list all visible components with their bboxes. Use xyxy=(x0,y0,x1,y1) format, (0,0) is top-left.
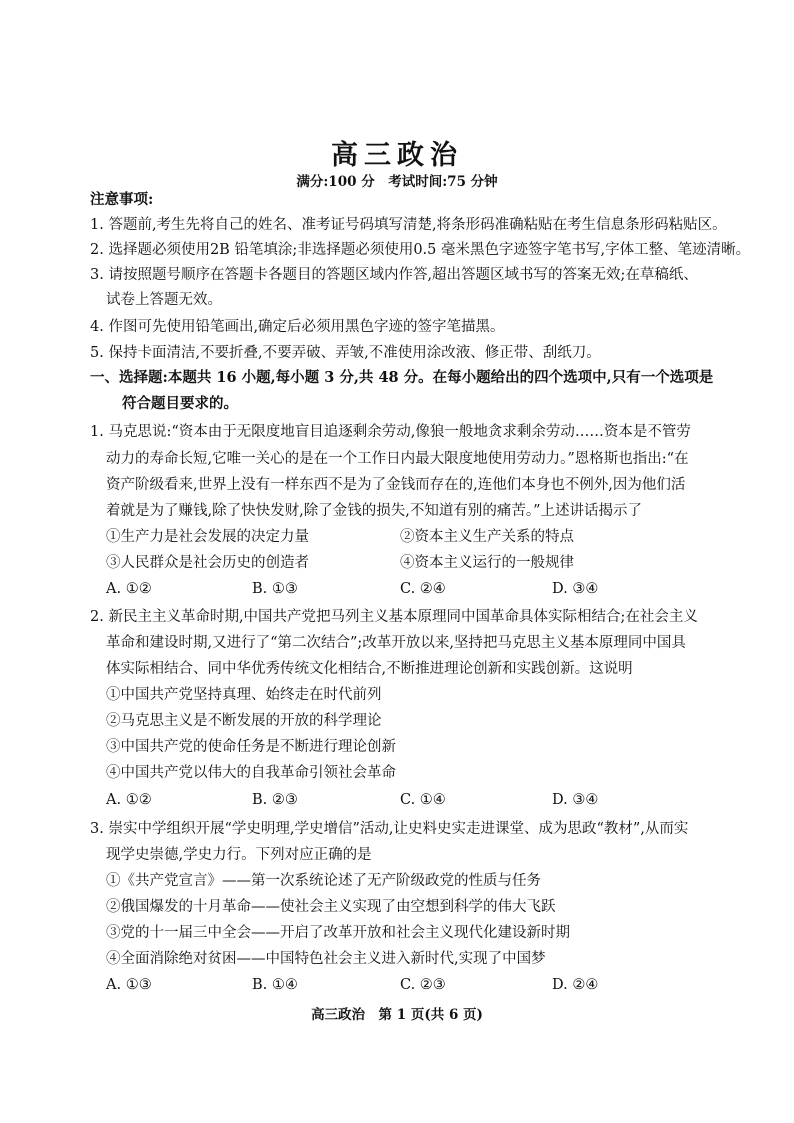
q2-choice-d: D. ③④ xyxy=(552,792,599,808)
q1-statement-3: ③人民群众是社会历史的创造者 xyxy=(106,555,309,571)
q2-statement-3: ③中国共产党的使命任务是不断进行理论创新 xyxy=(106,739,396,755)
q1-stem: 资产阶级看来,世界上没有一样东西不是为了金钱而存在的,连他们本身也不例外,因为他们活 xyxy=(106,477,686,493)
q1-choice-d: D. ③④ xyxy=(552,581,599,597)
q1-stem: 着就是为了赚钱,除了快快发财,除了金钱的损失,不知道有别的痛苦。”上述讲话揭示了 xyxy=(106,503,642,519)
q1-statement-4: ④资本主义运行的一般规律 xyxy=(400,555,574,571)
notice-item: 试卷上答题无效。 xyxy=(106,292,222,308)
q2-choice-a: A. ①② xyxy=(106,792,152,808)
q3-statement-3: ③党的十一届三中全会——开启了改革开放和社会主义现代化建设新时期 xyxy=(106,925,570,941)
notice-item: 4. 作图可先使用铅笔画出,确定后必须用黑色字迹的签字笔描黑。 xyxy=(90,319,505,335)
q3-statement-1: ①《共产党宣言》——第一次系统论述了无产阶级政党的性质与任务 xyxy=(106,873,541,889)
q1-choice-a: A. ①② xyxy=(106,581,152,597)
q2-stem: 2. 新民主主义革命时期,中国共产党把马列主义基本原理同中国革命具体实际相结合;在社会主义 xyxy=(90,609,698,625)
q3-statement-2: ②俄国爆发的十月革命——使社会主义实现了由空想到科学的伟大飞跃 xyxy=(106,899,556,915)
q3-choice-b: B. ①④ xyxy=(252,977,298,993)
q2-statement-4: ④中国共产党以伟大的自我革命引领社会革命 xyxy=(106,765,396,781)
q2-statement-1: ①中国共产党坚持真理、始终走在时代前列 xyxy=(106,687,382,703)
q3-statement-4: ④全面消除绝对贫困——中国特色社会主义进入新时代,实现了中国梦 xyxy=(106,951,546,967)
q2-statement-2: ②马克思主义是不断发展的开放的科学理论 xyxy=(106,713,382,729)
page-title: 高三政治 xyxy=(331,140,463,171)
page-footer: 高三政治 第 1 页(共 6 页) xyxy=(311,1007,483,1023)
q2-choice-c: C. ①④ xyxy=(400,792,446,808)
exam-info: 满分:100 分 考试时间:75 分钟 xyxy=(296,174,498,190)
q3-choice-d: D. ②④ xyxy=(552,977,599,993)
notice-item: 5. 保持卡面清洁,不要折叠,不要弄破、弄皱,不准使用涂改液、修正带、刮纸刀。 xyxy=(90,345,601,361)
q1-choice-c: C. ②④ xyxy=(400,581,446,597)
q1-statement-2: ②资本主义生产关系的特点 xyxy=(400,529,574,545)
notice-item: 3. 请按照题号顺序在答题卡各题目的答题区域内作答,超出答题区域书写的答案无效;在草稿纸、 xyxy=(90,267,698,283)
q3-stem: 现学史崇德,学史力行。下列对应正确的是 xyxy=(106,847,372,863)
q1-statement-1: ①生产力是社会发展的决定力量 xyxy=(106,529,309,545)
q3-choice-c: C. ②③ xyxy=(400,977,446,993)
q2-stem: 革命和建设时期,又进行了“第二次结合”;改革开放以来,坚持把马克思主义基本原理同中国具 xyxy=(106,635,686,651)
q3-stem: 3. 崇实中学组织开展“学史明理,学史增信”活动,让史料史实走进课堂、成为思政“教材”,从而实 xyxy=(90,821,689,837)
section-heading: 一、选择题:本题共 16 小题,每小题 3 分,共 48 分。在每小题给出的四个选项中,只有一个选项是 xyxy=(90,369,714,386)
q2-stem: 体实际相结合、同中华优秀传统文化相结合,不断推进理论创新和实践创新。这说明 xyxy=(106,661,633,677)
q1-stem: 动力的寿命长短,它唯一关心的是在一个工作日内最大限度地使用劳动力。”恩格斯也指出:“在 xyxy=(106,451,689,467)
notice-heading: 注意事项: xyxy=(90,191,154,208)
q2-choice-b: B. ②③ xyxy=(252,792,298,808)
q3-choice-a: A. ①③ xyxy=(106,977,152,993)
q1-stem: 1. 马克思说:“资本由于无限度地盲目追逐剩余劳动,像狼一般地贪求剩余劳动……资本是不管劳 xyxy=(90,424,691,440)
q1-choice-b: B. ①③ xyxy=(252,581,298,597)
notice-item: 1. 答题前,考生先将自己的姓名、准考证号码填写清楚,将条形码准确粘贴在考生信息条形码粘贴区。 xyxy=(90,217,727,233)
notice-item: 2. 选择题必须使用2B 铅笔填涂;非选择题必须使用0.5 毫米黑色字迹签字笔书写,字体工整、笔迹清晰。 xyxy=(90,242,751,258)
section-heading: 符合题目要求的。 xyxy=(122,395,238,412)
